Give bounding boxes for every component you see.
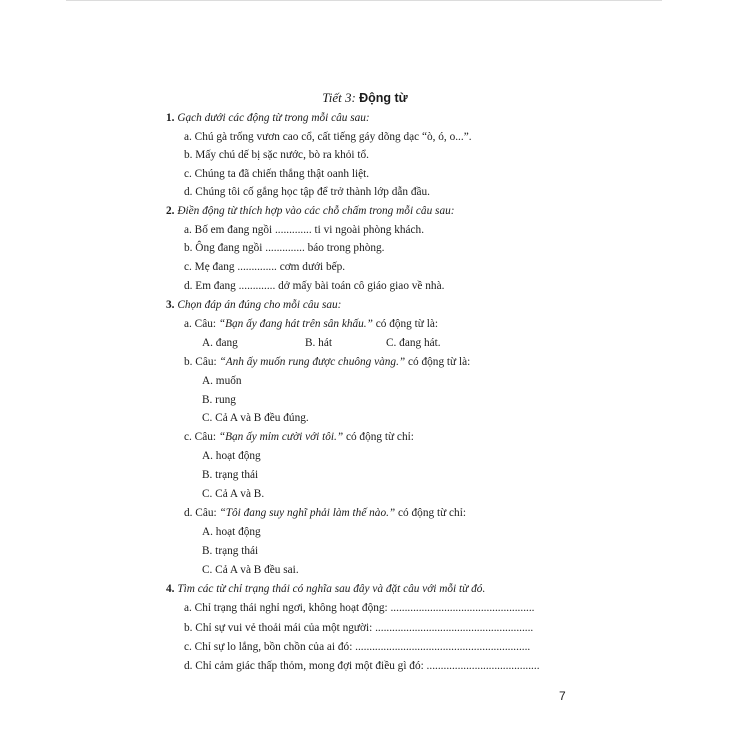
option-b: B. trạng thái xyxy=(202,545,259,557)
option-b: B. hát xyxy=(305,337,332,349)
lesson-label: Tiết 3: xyxy=(322,90,356,105)
option-a: A. hoạt động xyxy=(202,526,261,538)
option-b: B. rung xyxy=(202,394,236,406)
question-number: 4. xyxy=(166,583,175,595)
sub-question-prefix: d. Câu: xyxy=(184,507,217,519)
option-c: C. đang hát. xyxy=(386,337,441,349)
sub-question-quote: “Tôi đang suy nghĩ phải làm thế nào.” xyxy=(219,507,396,519)
list-item: b. Mấy chú dế bị sặc nước, bò ra khỏi tổ. xyxy=(184,149,369,161)
sub-question-prefix: a. Câu: xyxy=(184,318,216,330)
question-1 xyxy=(166,111,370,125)
sub-question-b xyxy=(184,355,470,369)
sub-question-quote: “Bạn ấy đang hát trên sân khấu.” xyxy=(218,318,373,330)
sub-question-suffix: có động từ chỉ: xyxy=(398,507,466,519)
page-title xyxy=(0,90,730,106)
question-3 xyxy=(166,298,341,312)
sub-question-c xyxy=(184,430,414,444)
question-text: Điền động từ thích hợp vào các chỗ chấm trong mỗi câu sau: xyxy=(177,205,455,217)
page-number: 7 xyxy=(559,689,566,703)
list-item: c. Chúng ta đã chiến thắng thật oanh liệt. xyxy=(184,168,370,180)
list-item: d. Em đang ............. dở mấy bài toán cô giáo giao về nhà. xyxy=(184,280,445,292)
question-text: Tìm các từ chỉ trạng thái có nghĩa sau đây và đặt câu với mỗi từ đó. xyxy=(177,583,486,595)
sub-question-prefix: c. Câu: xyxy=(184,431,216,443)
question-number: 1. xyxy=(166,112,175,124)
top-border-line xyxy=(66,0,662,1)
question-number: 2. xyxy=(166,205,175,217)
sub-question-quote: “Anh ấy muốn rung được chuông vàng.” xyxy=(219,356,406,368)
option-a: A. hoạt động xyxy=(202,450,261,462)
option-c: C. Cả A và B đều sai. xyxy=(202,564,299,576)
list-item: d. Chúng tôi cố gắng học tập để trở thành lớp dẫn đầu. xyxy=(184,186,430,198)
sub-question-suffix: có động từ chỉ: xyxy=(345,431,414,443)
option-a: A. muốn xyxy=(202,375,242,387)
list-item: b. Ông đang ngồi .............. báo trong phòng. xyxy=(184,242,385,254)
option-a: A. đang xyxy=(202,337,238,349)
list-item: a. Chú gà trống vươn cao cổ, cất tiếng gáy dõng dạc “ò, ó, o...”. xyxy=(184,131,472,143)
list-item: b. Chỉ sự vui vẻ thoải mái của một người: ........................................................ xyxy=(184,622,534,634)
list-item: a. Chỉ trạng thái nghỉ ngơi, không hoạt động: ................................................... xyxy=(184,602,535,614)
option-c: C. Cả A và B đều đúng. xyxy=(202,412,309,424)
list-item: c. Chỉ sự lo lắng, bồn chồn của ai đó: .............................................................. xyxy=(184,641,531,653)
question-text: Gạch dưới các động từ trong mỗi câu sau: xyxy=(177,112,370,124)
question-number: 3. xyxy=(166,299,175,311)
sub-question-prefix: b. Câu: xyxy=(184,356,217,368)
sub-question-d xyxy=(184,506,466,520)
sub-question-suffix: có động từ là: xyxy=(408,356,471,368)
list-item: a. Bố em đang ngồi ............. ti vi ngoài phòng khách. xyxy=(184,224,425,236)
question-2 xyxy=(166,204,455,218)
option-b: B. trạng thái xyxy=(202,469,259,481)
lesson-topic: Động từ xyxy=(359,91,408,105)
sub-question-suffix: có động từ là: xyxy=(375,318,439,330)
list-item: d. Chỉ cảm giác thấp thỏm, mong đợi một điều gì đó: ........................................ xyxy=(184,660,540,672)
list-item: c. Mẹ đang .............. cơm dưới bếp. xyxy=(184,261,346,273)
sub-question-a xyxy=(184,317,438,331)
question-text: Chọn đáp án đúng cho mỗi câu sau: xyxy=(177,299,342,311)
question-4 xyxy=(166,582,485,596)
option-c: C. Cả A và B. xyxy=(202,488,265,500)
sub-question-quote: “Bạn ấy mỉm cười với tôi.” xyxy=(218,431,344,443)
